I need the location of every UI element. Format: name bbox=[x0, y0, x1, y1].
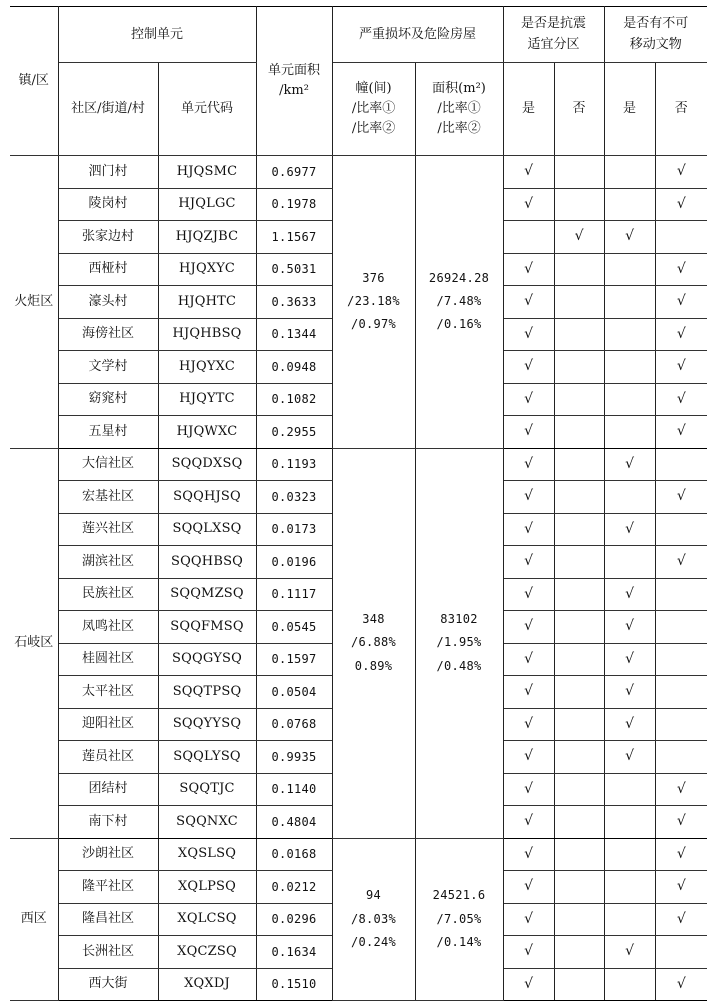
unit-area: 0.0168 bbox=[256, 838, 332, 871]
relic-yes-cell bbox=[604, 253, 655, 286]
seismic-no-cell bbox=[554, 903, 604, 936]
unit-area: 0.1597 bbox=[256, 643, 332, 676]
damaged-housing-header: 严重损坏及危险房屋 bbox=[332, 7, 503, 63]
community-name: 文学村 bbox=[58, 351, 158, 384]
seismic-no-cell bbox=[554, 643, 604, 676]
unit-code: SQQNXC bbox=[158, 806, 256, 839]
community-name: 迎阳社区 bbox=[58, 708, 158, 741]
unit-area: 0.0323 bbox=[256, 481, 332, 514]
unit-code: HJQHTC bbox=[158, 286, 256, 319]
unit-area: 0.0296 bbox=[256, 903, 332, 936]
unit-area: 0.1344 bbox=[256, 318, 332, 351]
relic-no-cell: √ bbox=[655, 871, 707, 904]
unit-code: SQQLYSQ bbox=[158, 741, 256, 774]
seismic-yes-cell: √ bbox=[503, 351, 554, 384]
relic-no-cell bbox=[655, 513, 707, 546]
seismic-yes-cell: √ bbox=[503, 448, 554, 481]
seismic-no-cell bbox=[554, 611, 604, 644]
relic-no-cell bbox=[655, 448, 707, 481]
unit-code: SQQHBSQ bbox=[158, 546, 256, 579]
damaged-area-header: 面积(m²) /比率① /比率② bbox=[415, 63, 503, 156]
unit-area: 0.1082 bbox=[256, 383, 332, 416]
seismic-no-cell bbox=[554, 708, 604, 741]
relic-no-cell: √ bbox=[655, 416, 707, 449]
seismic-yes-cell: √ bbox=[503, 513, 554, 546]
relics-yes-header: 是 bbox=[604, 63, 655, 156]
relic-yes-cell bbox=[604, 383, 655, 416]
damaged-area-cell: 26924.28 /7.48% /0.16% bbox=[415, 156, 503, 449]
unit-code: SQQHJSQ bbox=[158, 481, 256, 514]
relic-yes-cell bbox=[604, 968, 655, 1001]
relic-yes-cell: √ bbox=[604, 448, 655, 481]
relic-no-cell bbox=[655, 611, 707, 644]
table-body bbox=[10, 156, 707, 1001]
cultural-relics-header: 是否有不可 移动文物 bbox=[604, 7, 707, 63]
relic-no-cell: √ bbox=[655, 253, 707, 286]
seismic-yes-cell: √ bbox=[503, 188, 554, 221]
seismic-yes-cell: √ bbox=[503, 253, 554, 286]
seismic-yes-cell: √ bbox=[503, 546, 554, 579]
unit-code: HJQSMC bbox=[158, 156, 256, 189]
community-name: 陵岗村 bbox=[58, 188, 158, 221]
seismic-no-cell bbox=[554, 188, 604, 221]
community-name: 长洲社区 bbox=[58, 936, 158, 969]
unit-code: SQQTJC bbox=[158, 773, 256, 806]
relic-no-cell: √ bbox=[655, 806, 707, 839]
unit-area: 1.1567 bbox=[256, 221, 332, 254]
community-name: 太平社区 bbox=[58, 676, 158, 709]
community-name: 海傍社区 bbox=[58, 318, 158, 351]
seismic-yes-cell: √ bbox=[503, 708, 554, 741]
relic-yes-cell: √ bbox=[604, 611, 655, 644]
relic-yes-cell bbox=[604, 318, 655, 351]
relic-yes-cell: √ bbox=[604, 936, 655, 969]
relic-yes-cell bbox=[604, 806, 655, 839]
seismic-no-cell bbox=[554, 416, 604, 449]
unit-code: SQQFMSQ bbox=[158, 611, 256, 644]
seismic-no-cell bbox=[554, 578, 604, 611]
unit-code: HJQYXC bbox=[158, 351, 256, 384]
table-row bbox=[10, 448, 707, 481]
relic-no-cell: √ bbox=[655, 838, 707, 871]
community-name: 隆平社区 bbox=[58, 871, 158, 904]
community-name: 西大街 bbox=[58, 968, 158, 1001]
unit-area: 0.2955 bbox=[256, 416, 332, 449]
relic-no-cell: √ bbox=[655, 286, 707, 319]
seismic-yes-cell: √ bbox=[503, 903, 554, 936]
unit-code: HJQLGC bbox=[158, 188, 256, 221]
community-name: 五星村 bbox=[58, 416, 158, 449]
unit-code: XQSLSQ bbox=[158, 838, 256, 871]
unit-code: XQCZSQ bbox=[158, 936, 256, 969]
relic-no-cell: √ bbox=[655, 351, 707, 384]
district-cell: 西区 bbox=[10, 838, 58, 1001]
seismic-yes-cell: √ bbox=[503, 156, 554, 189]
seismic-no-header: 否 bbox=[554, 63, 604, 156]
relic-no-cell: √ bbox=[655, 773, 707, 806]
seismic-yes-cell: √ bbox=[503, 318, 554, 351]
unit-area: 0.0545 bbox=[256, 611, 332, 644]
relic-no-cell bbox=[655, 221, 707, 254]
relic-yes-cell bbox=[604, 156, 655, 189]
seismic-yes-header: 是 bbox=[503, 63, 554, 156]
unit-code: SQQGYSQ bbox=[158, 643, 256, 676]
unit-code: SQQLXSQ bbox=[158, 513, 256, 546]
seismic-yes-cell: √ bbox=[503, 286, 554, 319]
seismic-no-cell bbox=[554, 773, 604, 806]
seismic-no-cell bbox=[554, 546, 604, 579]
seismic-yes-cell: √ bbox=[503, 676, 554, 709]
seismic-no-cell bbox=[554, 676, 604, 709]
relic-yes-cell: √ bbox=[604, 741, 655, 774]
seismic-yes-cell: √ bbox=[503, 611, 554, 644]
seismic-yes-cell: √ bbox=[503, 936, 554, 969]
district-cell: 火炬区 bbox=[10, 156, 58, 449]
damaged-count-cell: 94 /8.03% /0.24% bbox=[332, 838, 415, 1001]
seismic-no-cell bbox=[554, 448, 604, 481]
unit-area: 0.0504 bbox=[256, 676, 332, 709]
community-name: 南下村 bbox=[58, 806, 158, 839]
community-name: 湖滨社区 bbox=[58, 546, 158, 579]
community-name: 民族社区 bbox=[58, 578, 158, 611]
seismic-yes-cell bbox=[503, 221, 554, 254]
relic-no-cell: √ bbox=[655, 383, 707, 416]
unit-area: 0.0948 bbox=[256, 351, 332, 384]
seismic-yes-cell: √ bbox=[503, 871, 554, 904]
seismic-no-cell bbox=[554, 806, 604, 839]
community-name: 窈窕村 bbox=[58, 383, 158, 416]
seismic-zone-header: 是否是抗震 适宜分区 bbox=[503, 7, 604, 63]
relic-no-cell: √ bbox=[655, 903, 707, 936]
relic-no-cell bbox=[655, 643, 707, 676]
risk-assessment-table bbox=[10, 6, 707, 1001]
seismic-no-cell bbox=[554, 156, 604, 189]
unit-code: HJQHBSQ bbox=[158, 318, 256, 351]
table-row bbox=[10, 838, 707, 871]
community-name: 西桠村 bbox=[58, 253, 158, 286]
unit-area: 0.0196 bbox=[256, 546, 332, 579]
unit-code: XQXDJ bbox=[158, 968, 256, 1001]
seismic-no-cell bbox=[554, 936, 604, 969]
community-header: 社区/街道/村 bbox=[58, 63, 158, 156]
community-name: 宏基社区 bbox=[58, 481, 158, 514]
unit-code: HJQXYC bbox=[158, 253, 256, 286]
seismic-no-cell bbox=[554, 253, 604, 286]
unit-code: HJQZJBC bbox=[158, 221, 256, 254]
unit-area: 0.1117 bbox=[256, 578, 332, 611]
unit-code: XQLPSQ bbox=[158, 871, 256, 904]
relic-yes-cell bbox=[604, 286, 655, 319]
relic-yes-cell bbox=[604, 481, 655, 514]
relic-no-cell bbox=[655, 936, 707, 969]
damaged-area-cell: 24521.6 /7.05% /0.14% bbox=[415, 838, 503, 1001]
relic-yes-cell: √ bbox=[604, 643, 655, 676]
relic-no-cell: √ bbox=[655, 546, 707, 579]
unit-area: 0.1634 bbox=[256, 936, 332, 969]
community-name: 莲员社区 bbox=[58, 741, 158, 774]
seismic-yes-cell: √ bbox=[503, 968, 554, 1001]
unit-area: 0.9935 bbox=[256, 741, 332, 774]
relic-yes-cell bbox=[604, 903, 655, 936]
unit-code: XQLCSQ bbox=[158, 903, 256, 936]
relic-no-cell: √ bbox=[655, 156, 707, 189]
relic-yes-cell bbox=[604, 188, 655, 221]
seismic-no-cell bbox=[554, 513, 604, 546]
relic-yes-cell bbox=[604, 871, 655, 904]
relic-no-cell: √ bbox=[655, 318, 707, 351]
damaged-count-cell: 376 /23.18% /0.97% bbox=[332, 156, 415, 449]
relic-yes-cell bbox=[604, 838, 655, 871]
relic-yes-cell: √ bbox=[604, 676, 655, 709]
unit-code-header: 单元代码 bbox=[158, 63, 256, 156]
town-header: 镇/区 bbox=[10, 7, 58, 156]
unit-area: 0.0212 bbox=[256, 871, 332, 904]
seismic-yes-cell: √ bbox=[503, 773, 554, 806]
seismic-no-cell bbox=[554, 871, 604, 904]
seismic-no-cell bbox=[554, 286, 604, 319]
seismic-yes-cell: √ bbox=[503, 741, 554, 774]
seismic-yes-cell: √ bbox=[503, 838, 554, 871]
unit-code: SQQDXSQ bbox=[158, 448, 256, 481]
relic-yes-cell bbox=[604, 416, 655, 449]
unit-area: 0.1193 bbox=[256, 448, 332, 481]
seismic-yes-cell: √ bbox=[503, 643, 554, 676]
unit-code: HJQYTC bbox=[158, 383, 256, 416]
community-name: 泗门村 bbox=[58, 156, 158, 189]
seismic-yes-cell: √ bbox=[503, 578, 554, 611]
relic-yes-cell bbox=[604, 351, 655, 384]
seismic-no-cell bbox=[554, 838, 604, 871]
community-name: 团结村 bbox=[58, 773, 158, 806]
district-cell: 石岐区 bbox=[10, 448, 58, 838]
relic-yes-cell bbox=[604, 546, 655, 579]
community-name: 大信社区 bbox=[58, 448, 158, 481]
relic-yes-cell bbox=[604, 773, 655, 806]
unit-area: 0.6977 bbox=[256, 156, 332, 189]
relic-no-cell bbox=[655, 708, 707, 741]
seismic-no-cell bbox=[554, 383, 604, 416]
control-unit-header: 控制单元 bbox=[58, 7, 256, 63]
relic-yes-cell: √ bbox=[604, 578, 655, 611]
seismic-no-cell bbox=[554, 351, 604, 384]
unit-code: SQQMZSQ bbox=[158, 578, 256, 611]
relics-no-header: 否 bbox=[655, 63, 707, 156]
seismic-yes-cell: √ bbox=[503, 806, 554, 839]
relic-no-cell: √ bbox=[655, 188, 707, 221]
seismic-yes-cell: √ bbox=[503, 416, 554, 449]
community-name: 桂圆社区 bbox=[58, 643, 158, 676]
community-name: 隆昌社区 bbox=[58, 903, 158, 936]
relic-no-cell: √ bbox=[655, 968, 707, 1001]
damaged-count-cell: 348 /6.88% 0.89% bbox=[332, 448, 415, 838]
unit-code: SQQTPSQ bbox=[158, 676, 256, 709]
community-name: 张家边村 bbox=[58, 221, 158, 254]
damaged-count-header: 幢(间) /比率① /比率② bbox=[332, 63, 415, 156]
unit-area: 0.0173 bbox=[256, 513, 332, 546]
table-row bbox=[10, 156, 707, 189]
unit-area: 0.3633 bbox=[256, 286, 332, 319]
relic-no-cell bbox=[655, 578, 707, 611]
area-header: 单元面积 /km² bbox=[256, 7, 332, 156]
unit-code: SQQYYSQ bbox=[158, 708, 256, 741]
relic-no-cell bbox=[655, 741, 707, 774]
unit-area: 0.1510 bbox=[256, 968, 332, 1001]
unit-area: 0.0768 bbox=[256, 708, 332, 741]
relic-no-cell bbox=[655, 676, 707, 709]
unit-code: HJQWXC bbox=[158, 416, 256, 449]
damaged-area-cell: 83102 /1.95% /0.48% bbox=[415, 448, 503, 838]
relic-yes-cell: √ bbox=[604, 221, 655, 254]
seismic-no-cell bbox=[554, 481, 604, 514]
seismic-no-cell bbox=[554, 741, 604, 774]
unit-area: 0.4804 bbox=[256, 806, 332, 839]
unit-area: 0.1978 bbox=[256, 188, 332, 221]
relic-yes-cell: √ bbox=[604, 513, 655, 546]
seismic-no-cell bbox=[554, 318, 604, 351]
relic-yes-cell: √ bbox=[604, 708, 655, 741]
community-name: 凤鸣社区 bbox=[58, 611, 158, 644]
community-name: 濠头村 bbox=[58, 286, 158, 319]
seismic-yes-cell: √ bbox=[503, 481, 554, 514]
seismic-yes-cell: √ bbox=[503, 383, 554, 416]
seismic-no-cell bbox=[554, 968, 604, 1001]
relic-no-cell: √ bbox=[655, 481, 707, 514]
community-name: 沙朗社区 bbox=[58, 838, 158, 871]
unit-area: 0.5031 bbox=[256, 253, 332, 286]
seismic-no-cell: √ bbox=[554, 221, 604, 254]
community-name: 莲兴社区 bbox=[58, 513, 158, 546]
unit-area: 0.1140 bbox=[256, 773, 332, 806]
